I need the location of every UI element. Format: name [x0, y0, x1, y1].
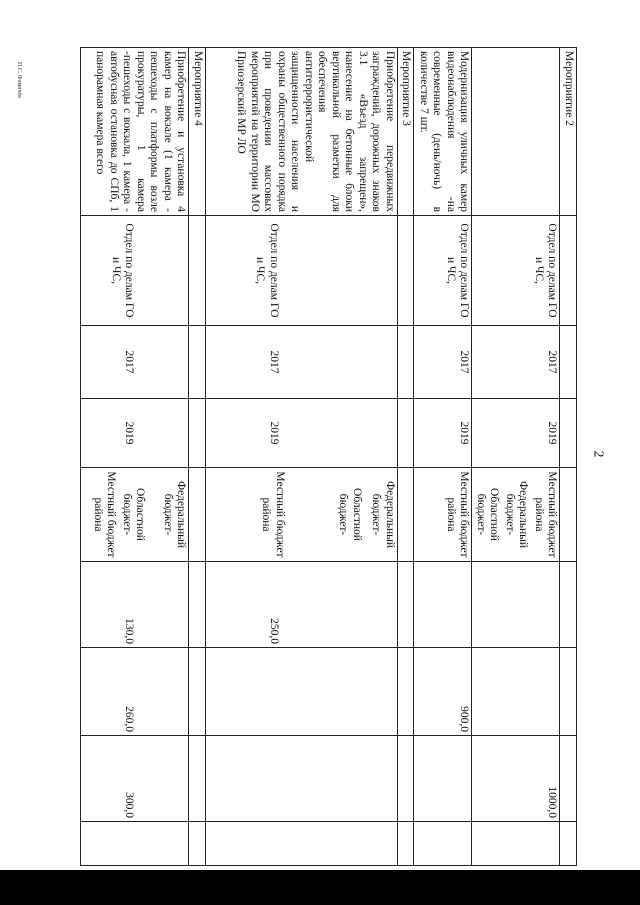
- start-year-cell: 2017: [414, 326, 472, 399]
- funding-source: Местный бюджет района: [445, 471, 471, 558]
- funding-source: Областной бюджет-: [475, 488, 501, 541]
- start-year-cell: 2017: [206, 326, 398, 399]
- table-row: [81, 48, 189, 866]
- table-row: [189, 48, 206, 866]
- funding-sources-cell: [472, 468, 560, 562]
- budget-table: [81, 47, 578, 866]
- responsible-cell: Отдел по делам ГО и ЧС,: [206, 216, 398, 326]
- activity-description: [472, 48, 560, 216]
- section-header-3: Мероприятие 3: [398, 48, 415, 216]
- funding-source: Местный бюджет района: [533, 471, 559, 558]
- end-year-cell: 2019: [206, 399, 398, 468]
- end-year-cell: 2019: [81, 399, 189, 468]
- table-row: [398, 48, 415, 866]
- table-row: [414, 48, 472, 866]
- activity-description: Модернизация уличных камер видеонаблюдения -на современные (день/ночь) в количестве 7 шт.: [414, 48, 472, 216]
- funding-sources-cell: [414, 468, 472, 562]
- start-year-cell: 2017: [472, 326, 560, 399]
- amount-2019: 1000,0: [472, 736, 560, 822]
- amount-2017: [414, 562, 472, 648]
- amount-2017: 250,0: [206, 562, 398, 648]
- funding-sources-cell: [206, 468, 398, 562]
- responsible-cell: Отдел по делам ГО и ЧС,: [414, 216, 472, 326]
- amount-2019: [414, 736, 472, 822]
- funding-source: Федеральный бюджет-: [370, 481, 396, 548]
- funding-source: Федеральный бюджет-: [504, 481, 530, 548]
- amount-2018: 260,0: [81, 648, 189, 736]
- section-header-4: Мероприятие 4: [189, 48, 206, 216]
- funding-source: Местный бюджет района: [260, 471, 286, 558]
- responsible-cell: Отдел по делам ГО и ЧС,: [472, 216, 560, 326]
- amount-2019: 300,0: [81, 736, 189, 822]
- table-row: [206, 48, 398, 866]
- section-header-2: Мероприятие 2: [560, 48, 577, 216]
- amount-2017: 130,0: [81, 562, 189, 648]
- responsible-cell: Отдел по делам ГО и ЧС,: [81, 216, 189, 326]
- amount-2017: [472, 562, 560, 648]
- end-year-cell: 2019: [414, 399, 472, 468]
- start-year-cell: 2017: [81, 326, 189, 399]
- amount-2019: [206, 736, 398, 822]
- funding-source: Федеральный бюджет-: [162, 481, 188, 548]
- activity-description: Приобретение и установка 4 камер на вокзале (1 камера - пешеходы с платформы возле прокуратуры, 1 камера -пешеходы с вокзала, 1 камера - автобусная остановка до СПб, 1 панорамная камера всего: [81, 48, 189, 216]
- funding-source: Областной бюджет-: [121, 488, 147, 541]
- activity-description: Приобретение передвижных заграждений, дорожных знаков 3.1 «Въезд запрещен», нанесение на бетонные блоки вертикальной разметки для обеспечения антитеррористической защищенности населения и охраны общественного порядка при проведении массовых мероприятий на территории МО Приозерский МР ЛО: [206, 48, 398, 216]
- amount-2018: [206, 648, 398, 736]
- table-row: [560, 48, 577, 866]
- scan-edge-bar: [0, 870, 640, 905]
- amount-2018: [472, 648, 560, 736]
- end-year-cell: 2019: [472, 399, 560, 468]
- side-signature-mark: П.С. Фомичёв: [16, 62, 22, 98]
- funding-sources-cell: [81, 468, 189, 562]
- page-number: 2: [590, 450, 606, 458]
- funding-source: Местный бюджет района: [92, 471, 118, 558]
- amount-2018: 900,0: [414, 648, 472, 736]
- funding-source: Областной бюджет-: [337, 488, 363, 541]
- budget-table-page: [69, 47, 577, 865]
- table-row: [472, 48, 560, 866]
